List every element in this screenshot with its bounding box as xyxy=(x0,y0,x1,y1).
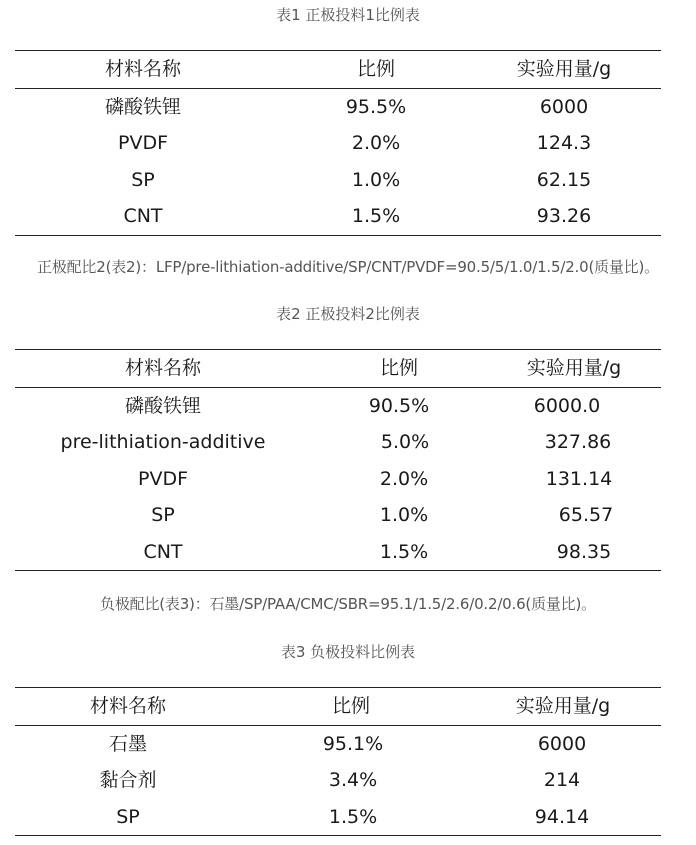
material-ratio: 95.1% xyxy=(322,732,384,755)
material-name: 磷酸铁锂 xyxy=(124,394,202,417)
material-ratio: 1.5% xyxy=(351,205,401,227)
table3-header-ratio: 比例 xyxy=(331,695,371,717)
material-amount: 124.3 xyxy=(536,132,592,154)
material-ratio: 5.0% xyxy=(380,431,430,453)
material-amount: 93.26 xyxy=(536,205,592,227)
formula-note-positive: 正极配比2(表2)：LFP/pre-lithiation-additive/SP/CNT/PVDF=90.5/5/1.0/1.5/2.0(质量比)。 xyxy=(37,258,659,276)
material-name: PVDF xyxy=(117,132,169,154)
material-ratio: 3.4% xyxy=(328,769,378,791)
table2-header-ratio: 比例 xyxy=(379,357,419,379)
table-row xyxy=(15,162,661,199)
material-name: pre-lithiation-additive xyxy=(60,431,266,453)
material-name: SP xyxy=(116,805,140,828)
table2-header-amount: 实验用量/g xyxy=(526,357,622,379)
table-row xyxy=(15,497,661,534)
table2-caption: 表2 正极投料2比例表 xyxy=(276,305,420,323)
table-row xyxy=(15,424,661,461)
material-amount: 6000.0 xyxy=(533,394,601,417)
table-row xyxy=(15,726,661,763)
material-ratio: 2.0% xyxy=(351,132,401,154)
material-amount: 327.86 xyxy=(544,431,612,453)
table-row xyxy=(15,762,661,799)
material-name: PVDF xyxy=(137,467,189,490)
material-name: 石墨 xyxy=(108,732,148,755)
material-name: CNT xyxy=(123,205,163,227)
table2-header-name: 材料名称 xyxy=(124,357,202,379)
table-row xyxy=(15,799,661,836)
table1 xyxy=(15,50,661,236)
material-amount: 94.14 xyxy=(534,805,590,828)
table-row xyxy=(15,198,661,235)
material-ratio: 90.5% xyxy=(368,394,430,417)
material-amount: 131.14 xyxy=(545,467,613,490)
material-ratio: 2.0% xyxy=(379,467,429,490)
material-amount: 65.57 xyxy=(558,504,614,526)
table2 xyxy=(15,349,661,571)
table3-caption: 表3 负极投料比例表 xyxy=(280,643,416,661)
material-name: CNT xyxy=(143,540,183,563)
table-row xyxy=(15,125,661,162)
material-ratio: 1.5% xyxy=(328,805,378,828)
table3-header-row xyxy=(15,688,661,726)
table1-header-amount: 实验用量/g xyxy=(516,58,612,80)
material-name: 磷酸铁锂 xyxy=(104,95,182,118)
formula-note-negative: 负极配比(表3)：石墨/SP/PAA/CMC/SBR=95.1/1.5/2.6/0.2/0.6(质量比)。 xyxy=(100,595,596,613)
table1-header-ratio: 比例 xyxy=(356,58,396,80)
table3-header-amount: 实验用量/g xyxy=(515,695,611,717)
table2-header-row xyxy=(15,350,661,388)
material-amount: 214 xyxy=(543,769,581,791)
material-name: SP xyxy=(151,504,175,526)
table-row xyxy=(15,89,661,126)
table1-header-row xyxy=(15,51,661,89)
material-amount: 98.35 xyxy=(556,540,612,563)
material-amount: 62.15 xyxy=(536,168,592,191)
table-row xyxy=(15,388,661,425)
material-amount: 6000 xyxy=(539,95,589,118)
table3 xyxy=(15,687,661,836)
material-name: SP xyxy=(131,168,155,191)
material-ratio: 1.0% xyxy=(351,168,401,191)
table1-caption: 表1 正极投料1比例表 xyxy=(276,6,420,24)
material-amount: 6000 xyxy=(537,732,587,755)
material-name: 黏合剂 xyxy=(99,769,157,791)
table3-header-name: 材料名称 xyxy=(89,695,167,717)
table-row xyxy=(15,461,661,498)
table1-header-name: 材料名称 xyxy=(104,58,182,80)
table-row xyxy=(15,534,661,571)
material-ratio: 95.5% xyxy=(345,95,407,118)
material-ratio: 1.5% xyxy=(379,540,429,563)
material-ratio: 1.0% xyxy=(379,504,429,526)
